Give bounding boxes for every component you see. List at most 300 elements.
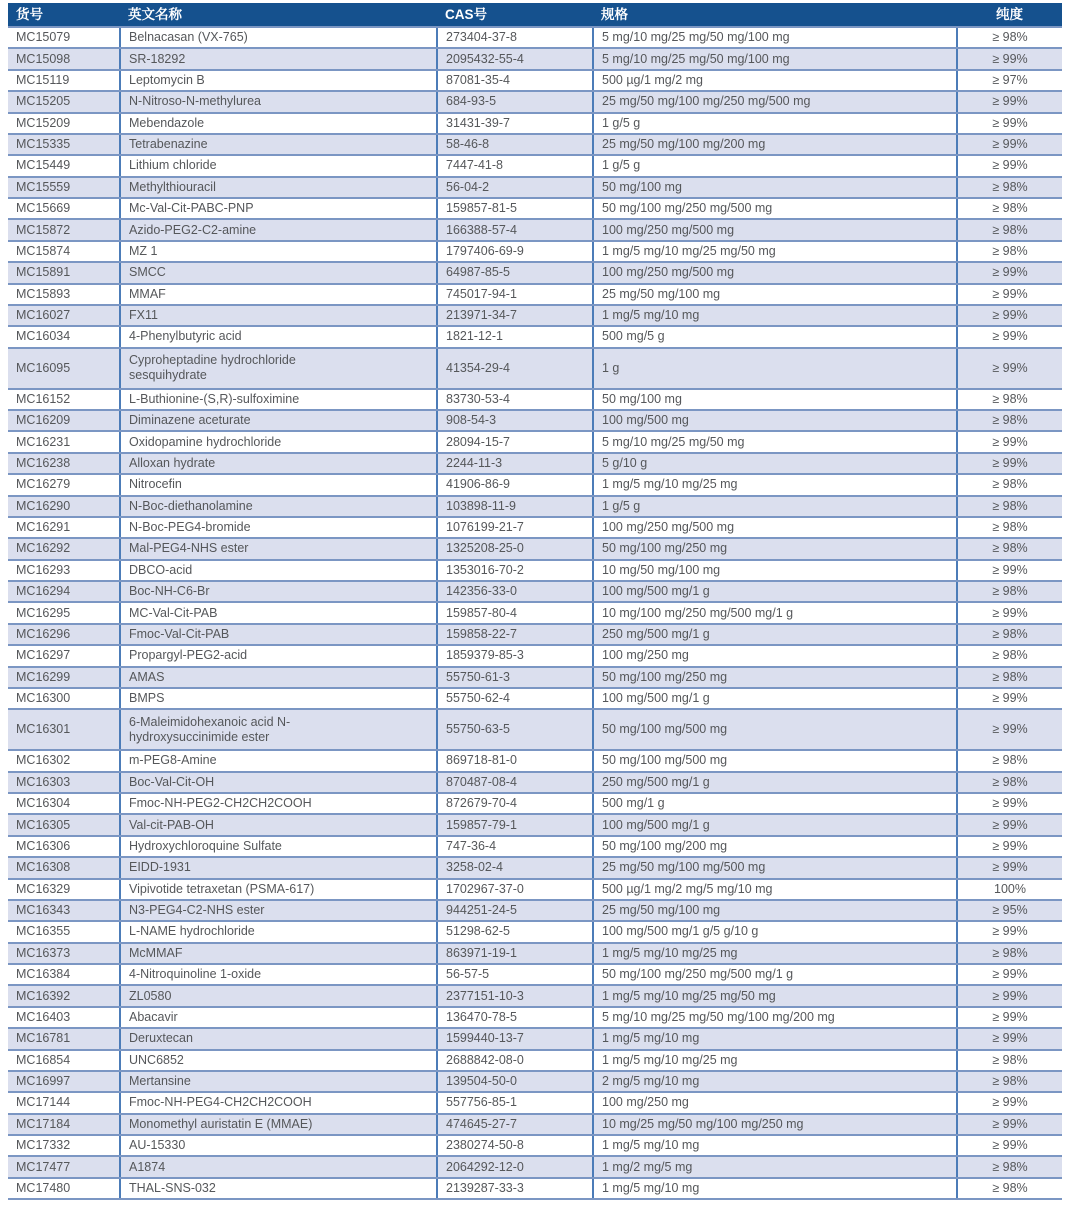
cell-name [120,985,437,1006]
table-row [8,836,1062,857]
product-name-text: m-PEG8-Amine [129,753,217,768]
cell-item-no: MC16403 [8,1007,120,1028]
col-header-item-no: 货号 [8,3,120,27]
cell-spec: 50 mg/100 mg [593,177,957,198]
cell-cas: 3258-02-4 [437,857,593,878]
table-row [8,517,1062,538]
cell-name [120,964,437,985]
cell-purity: ≥ 98% [957,1071,1062,1092]
cell-name [120,262,437,283]
table-row [8,326,1062,347]
cell-purity: ≥ 99% [957,113,1062,134]
product-name-text: Abacavir [129,1009,178,1024]
cell-item-no: MC15209 [8,113,120,134]
cell-spec: 1 mg/2 mg/5 mg [593,1156,957,1177]
table-row [8,1156,1062,1177]
table-row [8,879,1062,900]
cell-cas: 747-36-4 [437,836,593,857]
product-name-text: Nitrocefin [129,477,182,492]
cell-item-no: MC16303 [8,772,120,793]
cell-spec: 100 mg/250 mg [593,645,957,666]
cell-spec: 100 mg/500 mg/1 g [593,814,957,835]
cell-name [120,688,437,709]
cell-item-no: MC16294 [8,581,120,602]
cell-name [120,241,437,262]
cell-cas: 1821-12-1 [437,326,593,347]
product-name-text: Hydroxychloroquine Sulfate [129,838,282,853]
product-name-text: Azido-PEG2-C2-amine [129,222,257,237]
cell-spec: 100 mg/250 mg/500 mg [593,262,957,283]
product-name-text: N-Nitroso-N-methylurea [129,94,261,109]
cell-name [120,27,437,48]
cell-item-no: MC15335 [8,134,120,155]
cell-item-no: MC16301 [8,709,120,750]
cell-name [120,70,437,91]
table-row [8,155,1062,176]
cell-item-no: MC16355 [8,921,120,942]
cell-purity: ≥ 98% [957,410,1062,431]
cell-cas: 684-93-5 [437,91,593,112]
cell-spec: 50 mg/100 mg/250 mg [593,667,957,688]
product-name-text: SMCC [129,265,166,280]
cell-spec: 100 mg/500 mg [593,410,957,431]
table-row [8,134,1062,155]
table-row [8,1050,1062,1071]
cell-purity: ≥ 98% [957,198,1062,219]
product-name-text: Fmoc-NH-PEG2-CH2CH2COOH [129,796,312,811]
cell-purity: ≥ 99% [957,602,1062,623]
product-name-text: 4-Phenylbutyric acid [129,329,242,344]
cell-item-no: MC15559 [8,177,120,198]
cell-item-no: MC16231 [8,431,120,452]
cell-item-no: MC16296 [8,624,120,645]
cell-spec: 25 mg/50 mg/100 mg [593,900,957,921]
table-row [8,964,1062,985]
cell-cas: 41354-29-4 [437,348,593,389]
cell-purity: ≥ 98% [957,1050,1062,1071]
table-row [8,389,1062,410]
cell-purity: ≥ 99% [957,48,1062,69]
cell-spec: 250 mg/500 mg/1 g [593,624,957,645]
cell-purity: ≥ 98% [957,1156,1062,1177]
cell-purity: ≥ 95% [957,900,1062,921]
cell-item-no: MC15891 [8,262,120,283]
cell-name [120,1050,437,1071]
cell-spec: 50 mg/100 mg/200 mg [593,836,957,857]
product-name-text: SR-18292 [129,51,186,66]
table-row [8,943,1062,964]
table-row [8,70,1062,91]
cell-cas: 745017-94-1 [437,284,593,305]
cell-purity: ≥ 98% [957,474,1062,495]
cell-purity: ≥ 98% [957,219,1062,240]
cell-cas: 103898-11-9 [437,496,593,517]
cell-name [120,1028,437,1049]
cell-spec: 1 g/5 g [593,496,957,517]
cell-cas: 28094-15-7 [437,431,593,452]
cell-item-no: MC16034 [8,326,120,347]
cell-name [120,1007,437,1028]
cell-name [120,793,437,814]
product-name-text: AMAS [129,669,165,684]
cell-cas: 273404-37-8 [437,27,593,48]
cell-item-no: MC16392 [8,985,120,1006]
cell-purity: ≥ 98% [957,538,1062,559]
product-name-text: THAL-SNS-032 [129,1180,216,1195]
cell-name [120,538,437,559]
cell-spec: 1 mg/5 mg/10 mg/25 mg [593,1050,957,1071]
cell-purity: ≥ 98% [957,241,1062,262]
table-row [8,177,1062,198]
cell-purity: ≥ 99% [957,560,1062,581]
cell-name [120,517,437,538]
product-name-text: Leptomycin B [129,72,205,87]
cell-spec: 500 µg/1 mg/2 mg/5 mg/10 mg [593,879,957,900]
cell-spec: 100 mg/500 mg/1 g/5 g/10 g [593,921,957,942]
table-row [8,645,1062,666]
cell-purity: ≥ 99% [957,284,1062,305]
cell-cas: 2377151-10-3 [437,985,593,1006]
cell-spec: 25 mg/50 mg/100 mg [593,284,957,305]
cell-cas: 139504-50-0 [437,1071,593,1092]
cell-cas: 1859379-85-3 [437,645,593,666]
cell-cas: 31431-39-7 [437,113,593,134]
table-row [8,348,1062,389]
cell-cas: 142356-33-0 [437,581,593,602]
product-name-text: A1874 [129,1159,166,1174]
cell-spec: 25 mg/50 mg/100 mg/500 mg [593,857,957,878]
product-name-text: DBCO-acid [129,562,193,577]
cell-purity: ≥ 99% [957,262,1062,283]
cell-name [120,431,437,452]
product-name-text: Mc-Val-Cit-PABC-PNP [129,201,254,216]
cell-purity: ≥ 98% [957,517,1062,538]
table-row [8,284,1062,305]
cell-item-no: MC16781 [8,1028,120,1049]
cell-name [120,113,437,134]
product-name-text: Mertansine [129,1074,191,1089]
cell-spec: 1 mg/5 mg/10 mg [593,1028,957,1049]
cell-spec: 1 mg/5 mg/10 mg/25 mg [593,474,957,495]
cell-spec: 500 mg/1 g [593,793,957,814]
cell-purity: ≥ 97% [957,70,1062,91]
cell-spec: 10 mg/25 mg/50 mg/100 mg/250 mg [593,1114,957,1135]
table-row [8,985,1062,1006]
cell-name [120,134,437,155]
cell-spec: 1 mg/5 mg/10 mg/25 mg/50 mg [593,985,957,1006]
cell-item-no: MC16306 [8,836,120,857]
product-name-text: N3-PEG4-C2-NHS ester [129,903,265,918]
cell-name [120,581,437,602]
product-name-text: Boc-Val-Cit-OH [129,774,215,789]
cell-spec: 50 mg/100 mg/250 mg/500 mg/1 g [593,964,957,985]
cell-cas: 55750-62-4 [437,688,593,709]
cell-item-no: MC16997 [8,1071,120,1092]
cell-spec: 1 g [593,348,957,389]
col-header-purity: 纯度 [957,3,1062,27]
cell-name [120,496,437,517]
cell-item-no: MC17480 [8,1178,120,1199]
cell-cas: 872679-70-4 [437,793,593,814]
cell-item-no: MC16302 [8,750,120,771]
cell-spec: 5 mg/10 mg/25 mg/50 mg/100 mg [593,48,957,69]
cell-purity: ≥ 98% [957,1178,1062,1199]
product-name-text: Fmoc-NH-PEG4-CH2CH2COOH [129,1095,312,1110]
cell-name [120,560,437,581]
table-row [8,688,1062,709]
cell-purity: ≥ 98% [957,667,1062,688]
cell-item-no: MC16209 [8,410,120,431]
col-header-spec: 规格 [593,3,957,27]
cell-cas: 1076199-21-7 [437,517,593,538]
cell-purity: ≥ 99% [957,305,1062,326]
product-name-text: Monomethyl auristatin E (MMAE) [129,1116,313,1131]
table-row [8,305,1062,326]
product-name-text: Alloxan hydrate [129,455,216,470]
cell-cas: 1702967-37-0 [437,879,593,900]
cell-purity: ≥ 98% [957,177,1062,198]
cell-spec: 250 mg/500 mg/1 g [593,772,957,793]
product-name-text: Cyproheptadine hydrochloride sesquihydrate [129,353,296,383]
table-row [8,1135,1062,1156]
cell-name [120,410,437,431]
cell-item-no: MC16308 [8,857,120,878]
cell-cas: 474645-27-7 [437,1114,593,1135]
cell-purity: 100% [957,879,1062,900]
cell-item-no: MC15893 [8,284,120,305]
cell-name [120,1135,437,1156]
cell-name [120,836,437,857]
cell-spec: 25 mg/50 mg/100 mg/250 mg/500 mg [593,91,957,112]
cell-purity: ≥ 99% [957,964,1062,985]
product-name-text: Propargyl-PEG2-acid [129,648,248,663]
cell-cas: 2139287-33-3 [437,1178,593,1199]
cell-purity: ≥ 99% [957,348,1062,389]
cell-cas: 2380274-50-8 [437,1135,593,1156]
product-name-text: 4-Nitroquinoline 1-oxide [129,967,262,982]
cell-item-no: MC16027 [8,305,120,326]
cell-spec: 1 mg/5 mg/10 mg/25 mg [593,943,957,964]
product-table [8,3,1062,1200]
cell-item-no: MC16292 [8,538,120,559]
cell-purity: ≥ 98% [957,27,1062,48]
table-row [8,538,1062,559]
table-row [8,1028,1062,1049]
cell-spec: 5 g/10 g [593,453,957,474]
cell-spec: 1 mg/5 mg/10 mg [593,1135,957,1156]
cell-cas: 83730-53-4 [437,389,593,410]
cell-spec: 5 mg/10 mg/25 mg/50 mg/100 mg [593,27,957,48]
cell-purity: ≥ 99% [957,134,1062,155]
product-name-text: L-NAME hydrochloride [129,924,255,939]
cell-purity: ≥ 98% [957,750,1062,771]
cell-cas: 56-04-2 [437,177,593,198]
product-name-text: Belnacasan (VX-765) [129,30,248,45]
cell-item-no: MC17477 [8,1156,120,1177]
cell-purity: ≥ 99% [957,709,1062,750]
col-header-name: 英文名称 [120,3,437,27]
cell-name [120,814,437,835]
cell-cas: 87081-35-4 [437,70,593,91]
cell-cas: 159857-81-5 [437,198,593,219]
product-name-text: Val-cit-PAB-OH [129,817,214,832]
cell-purity: ≥ 98% [957,645,1062,666]
cell-spec: 500 µg/1 mg/2 mg [593,70,957,91]
table-row [8,581,1062,602]
cell-cas: 7447-41-8 [437,155,593,176]
cell-item-no: MC16279 [8,474,120,495]
cell-spec: 100 mg/500 mg/1 g [593,581,957,602]
cell-name [120,857,437,878]
cell-name [120,645,437,666]
table-row [8,602,1062,623]
table-row [8,1114,1062,1135]
cell-item-no: MC16329 [8,879,120,900]
cell-cas: 58-46-8 [437,134,593,155]
cell-purity: ≥ 99% [957,431,1062,452]
product-name-text: UNC6852 [129,1052,184,1067]
cell-purity: ≥ 98% [957,496,1062,517]
cell-cas: 2244-11-3 [437,453,593,474]
cell-item-no: MC15872 [8,219,120,240]
table-row [8,198,1062,219]
table-row [8,709,1062,750]
table-row [8,1178,1062,1199]
product-name-text: N-Boc-diethanolamine [129,498,253,513]
cell-name [120,1156,437,1177]
product-name-text: N-Boc-PEG4-bromide [129,520,251,535]
cell-spec: 50 mg/100 mg/500 mg [593,709,957,750]
cell-purity: ≥ 99% [957,1028,1062,1049]
table-row [8,1092,1062,1113]
cell-spec: 1 mg/5 mg/10 mg/25 mg/50 mg [593,241,957,262]
cell-spec: 5 mg/10 mg/25 mg/50 mg [593,431,957,452]
table-row [8,241,1062,262]
cell-purity: ≥ 98% [957,943,1062,964]
product-name-text: Lithium chloride [129,158,217,173]
cell-name [120,772,437,793]
product-name-text: MZ 1 [129,243,158,258]
table-row [8,48,1062,69]
product-name-text: EIDD-1931 [129,860,191,875]
cell-item-no: MC16299 [8,667,120,688]
cell-spec: 1 mg/5 mg/10 mg [593,1178,957,1199]
cell-name [120,474,437,495]
table-row [8,219,1062,240]
cell-item-no: MC16343 [8,900,120,921]
cell-spec: 1 g/5 g [593,155,957,176]
cell-purity: ≥ 99% [957,985,1062,1006]
cell-spec: 500 mg/5 g [593,326,957,347]
cell-name [120,219,437,240]
cell-cas: 159857-79-1 [437,814,593,835]
cell-purity: ≥ 98% [957,624,1062,645]
cell-name [120,198,437,219]
cell-item-no: MC15874 [8,241,120,262]
cell-item-no: MC16295 [8,602,120,623]
cell-item-no: MC16854 [8,1050,120,1071]
cell-purity: ≥ 98% [957,772,1062,793]
product-name-text: L-Buthionine-(S,R)-sulfoximine [129,391,300,406]
cell-name [120,155,437,176]
cell-item-no: MC16291 [8,517,120,538]
cell-name [120,91,437,112]
col-header-cas: CAS号 [437,3,593,27]
cell-item-no: MC16305 [8,814,120,835]
table-row [8,772,1062,793]
cell-item-no: MC17144 [8,1092,120,1113]
cell-purity: ≥ 99% [957,453,1062,474]
cell-cas: 136470-78-5 [437,1007,593,1028]
cell-cas: 1325208-25-0 [437,538,593,559]
cell-cas: 870487-08-4 [437,772,593,793]
table-row [8,113,1062,134]
cell-name [120,1071,437,1092]
table-row [8,900,1062,921]
cell-name [120,305,437,326]
cell-purity: ≥ 99% [957,1007,1062,1028]
cell-purity: ≥ 98% [957,581,1062,602]
cell-item-no: MC17332 [8,1135,120,1156]
cell-item-no: MC16297 [8,645,120,666]
product-name-text: Oxidopamine hydrochloride [129,434,282,449]
cell-cas: 64987-85-5 [437,262,593,283]
product-name-text: Methylthiouracil [129,179,216,194]
cell-item-no: MC16095 [8,348,120,389]
table-row [8,1007,1062,1028]
product-name-text: McMMAF [129,945,183,960]
product-name-text: Boc-NH-C6-Br [129,584,210,599]
cell-name [120,48,437,69]
cell-purity: ≥ 99% [957,1092,1062,1113]
product-name-text: FX11 [129,308,158,323]
cell-item-no: MC15079 [8,27,120,48]
cell-name [120,602,437,623]
cell-purity: ≥ 99% [957,814,1062,835]
cell-item-no: MC16384 [8,964,120,985]
cell-spec: 2 mg/5 mg/10 mg [593,1071,957,1092]
cell-spec: 1 g/5 g [593,113,957,134]
cell-name [120,348,437,389]
cell-item-no: MC15449 [8,155,120,176]
cell-cas: 1599440-13-7 [437,1028,593,1049]
cell-cas: 159857-80-4 [437,602,593,623]
cell-spec: 50 mg/100 mg/250 mg/500 mg [593,198,957,219]
table-row [8,431,1062,452]
cell-spec: 10 mg/100 mg/250 mg/500 mg/1 g [593,602,957,623]
table-row [8,814,1062,835]
cell-cas: 166388-57-4 [437,219,593,240]
cell-purity: ≥ 99% [957,1114,1062,1135]
cell-spec: 50 mg/100 mg/250 mg [593,538,957,559]
cell-cas: 944251-24-5 [437,900,593,921]
cell-item-no: MC16293 [8,560,120,581]
cell-cas: 2095432-55-4 [437,48,593,69]
table-row [8,921,1062,942]
product-name-text: Tetrabenazine [129,137,208,152]
table-row [8,624,1062,645]
product-name-text: Vipivotide tetraxetan (PSMA-617) [129,881,315,896]
cell-spec: 25 mg/50 mg/100 mg/200 mg [593,134,957,155]
cell-spec: 100 mg/500 mg/1 g [593,688,957,709]
product-name-text: Mebendazole [129,115,205,130]
cell-name [120,900,437,921]
product-name-text: MMAF [129,286,166,301]
cell-spec: 5 mg/10 mg/25 mg/50 mg/100 mg/200 mg [593,1007,957,1028]
cell-cas: 213971-34-7 [437,305,593,326]
cell-cas: 2688842-08-0 [437,1050,593,1071]
cell-cas: 159858-22-7 [437,624,593,645]
